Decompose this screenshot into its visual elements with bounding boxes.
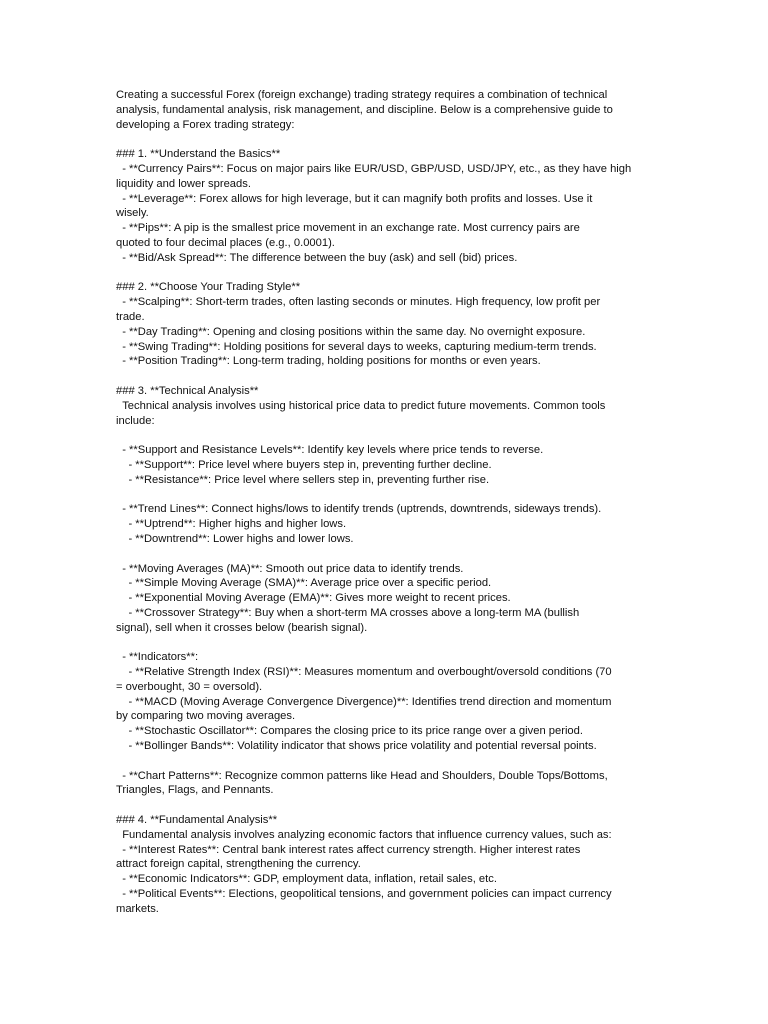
text-line: quoted to four decimal places (e.g., 0.0001). — [116, 236, 335, 249]
text-line: attract foreign capital, strengthening the currency. — [116, 858, 361, 871]
text-line: - **Position Trading**: Long-term trading, holding positions for months or even years. — [116, 355, 541, 368]
text-line: Fundamental analysis involves analyzing economic factors that influence currency values, such as: — [116, 828, 612, 841]
text-line: - **Simple Moving Average (SMA)**: Average price over a specific period. — [116, 577, 492, 590]
blank-line — [116, 488, 652, 503]
text-line: - **Trend Lines**: Connect highs/lows to identify trends (uptrends, downtrends, sideways trends). — [116, 503, 602, 516]
text-line: - **Resistance**: Price level where sellers step in, preventing further rise. — [116, 473, 490, 486]
text-line: include: — [116, 414, 155, 427]
section-heading: ### 4. **Fundamental Analysis** — [116, 814, 278, 827]
text-line: - **Scalping**: Short-term trades, often lasting seconds or minutes. High frequency, low profit per — [116, 296, 601, 309]
text-line: - **Political Events**: Elections, geopolitical tensions, and government policies can impact currency — [116, 888, 612, 901]
text-line: - **Economic Indicators**: GDP, employment data, inflation, retail sales, etc. — [116, 873, 497, 886]
text-line: - **Exponential Moving Average (EMA)**: Gives more weight to recent prices. — [116, 592, 511, 605]
blank-line — [116, 266, 652, 281]
text-line: - **Leverage**: Forex allows for high leverage, but it can magnify both profits and losses. Use it — [116, 192, 593, 205]
blank-line — [116, 132, 652, 147]
text-line: - **Support and Resistance Levels**: Identify key levels where price tends to reverse. — [116, 444, 544, 457]
text-line: - **Stochastic Oscillator**: Compares the closing price to its price range over a given period. — [116, 725, 583, 738]
text-line: liquidity and lower spreads. — [116, 177, 251, 190]
blank-line — [116, 369, 652, 384]
blank-line — [116, 547, 652, 562]
text-line: - **Indicators**: — [116, 651, 199, 664]
blank-line — [116, 428, 652, 443]
text-line: analysis, fundamental analysis, risk management, and discipline. Below is a comprehensive guide to — [116, 103, 613, 116]
text-line: - **Swing Trading**: Holding positions for several days to weeks, capturing medium-term trends. — [116, 340, 597, 353]
text-line: - **Uptrend**: Higher highs and higher lows. — [116, 518, 347, 531]
text-line: - **Currency Pairs**: Focus on major pairs like EUR/USD, GBP/USD, USD/JPY, etc., as they have high — [116, 162, 632, 175]
section-heading: ### 3. **Technical Analysis** — [116, 384, 259, 397]
text-line: signal), sell when it crosses below (bearish signal). — [116, 621, 368, 634]
text-line: - **Bid/Ask Spread**: The difference between the buy (ask) and sell (bid) prices. — [116, 251, 518, 264]
text-line: - **Downtrend**: Lower highs and lower lows. — [116, 532, 354, 545]
text-line: - **Interest Rates**: Central bank interest rates affect currency strength. Higher interest rates — [116, 843, 581, 856]
text-line: trade. — [116, 310, 145, 323]
text-line: - **Chart Patterns**: Recognize common patterns like Head and Shoulders, Double Tops/Bottoms, — [116, 769, 608, 782]
section-heading: ### 2. **Choose Your Trading Style** — [116, 281, 301, 294]
document-body — [116, 88, 652, 917]
text-line: - **MACD (Moving Average Convergence Divergence)**: Identifies trend direction and momentum — [116, 695, 612, 708]
text-line: - **Pips**: A pip is the smallest price movement in an exchange rate. Most currency pairs are — [116, 222, 580, 235]
blank-line — [116, 754, 652, 769]
text-line: - **Support**: Price level where buyers step in, preventing further decline. — [116, 458, 492, 471]
section-heading: ### 1. **Understand the Basics** — [116, 148, 281, 161]
text-line: Triangles, Flags, and Pennants. — [116, 784, 274, 797]
text-line: developing a Forex trading strategy: — [116, 118, 295, 131]
text-line: - **Moving Averages (MA)**: Smooth out price data to identify trends. — [116, 562, 464, 575]
blank-line — [116, 635, 652, 650]
text-line: Creating a successful Forex (foreign exchange) trading strategy requires a combination of technical — [116, 89, 608, 101]
text-line: Technical analysis involves using historical price data to predict future movements. Common tools — [116, 399, 606, 412]
text-line: = overbought, 30 = oversold). — [116, 680, 263, 693]
text-line: wisely. — [116, 207, 149, 220]
text-line: markets. — [116, 902, 159, 915]
text-line: - **Bollinger Bands**: Volatility indicator that shows price volatility and potential reversal points. — [116, 740, 597, 753]
blank-line — [116, 798, 652, 813]
text-line: - **Crossover Strategy**: Buy when a short-term MA crosses above a long-term MA (bullish — [116, 606, 580, 619]
text-line: by comparing two moving averages. — [116, 710, 296, 723]
text-line: - **Relative Strength Index (RSI)**: Measures momentum and overbought/oversold conditions (70 — [116, 666, 612, 679]
text-line: - **Day Trading**: Opening and closing positions within the same day. No overnight exposure. — [116, 325, 586, 338]
